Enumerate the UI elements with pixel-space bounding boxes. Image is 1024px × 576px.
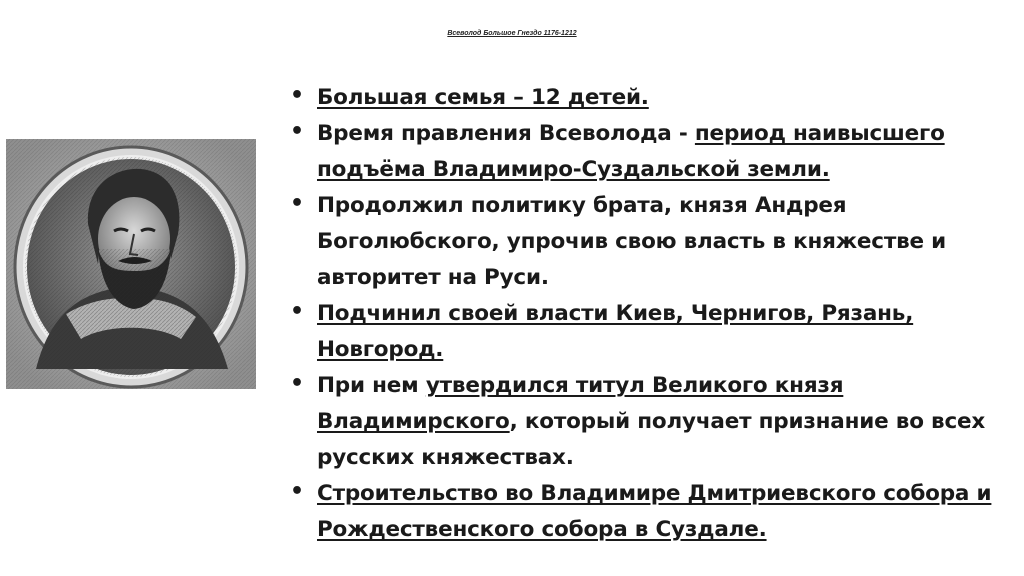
bullet-text-underlined: утвердился титул Великого князя Владимирского: [317, 373, 844, 434]
portrait-image: [6, 139, 256, 389]
bullet-text: , который получает признание во всех русских княжествах.: [317, 409, 986, 470]
bullet-item: [284, 116, 1004, 188]
bullet-dot: •: [290, 371, 304, 396]
bullet-text: Строительство во Владимире Дмитриевского собора и Рождественского собора в Суздале.: [317, 481, 992, 542]
bullet-item: [284, 368, 1004, 476]
bullet-text: Время правления Всеволода -: [317, 121, 695, 146]
bullet-dot: •: [290, 83, 304, 108]
bullet-dot: •: [290, 119, 304, 144]
bullet-text: При нем: [317, 373, 426, 398]
slide-title: Всеволод Большое Гнездо 1176-1212: [447, 30, 577, 37]
bullet-text: Подчинил своей власти Киев, Чернигов, Рязань, Новгород.: [317, 301, 914, 362]
bullet-text-underlined: период наивысшего подъёма Владимиро-Суздальской земли.: [317, 121, 945, 182]
bullet-text: Продолжил политику брата, князя Андрея Боголюбского, упрочив свою власть в княжестве и авторитет на Руси.: [317, 193, 947, 290]
bullet-item: [284, 188, 1004, 296]
bullet-text: Большая семья – 12 детей.: [317, 85, 649, 110]
bullet-item: [284, 476, 1004, 548]
bullet-dot: •: [290, 191, 304, 216]
bullet-item: [284, 296, 1004, 368]
bullet-dot: •: [290, 479, 304, 504]
bullet-item: [284, 80, 1004, 116]
bullet-dot: •: [290, 299, 304, 324]
portrait-engraving: [6, 139, 256, 389]
bullet-list: [284, 80, 1004, 548]
